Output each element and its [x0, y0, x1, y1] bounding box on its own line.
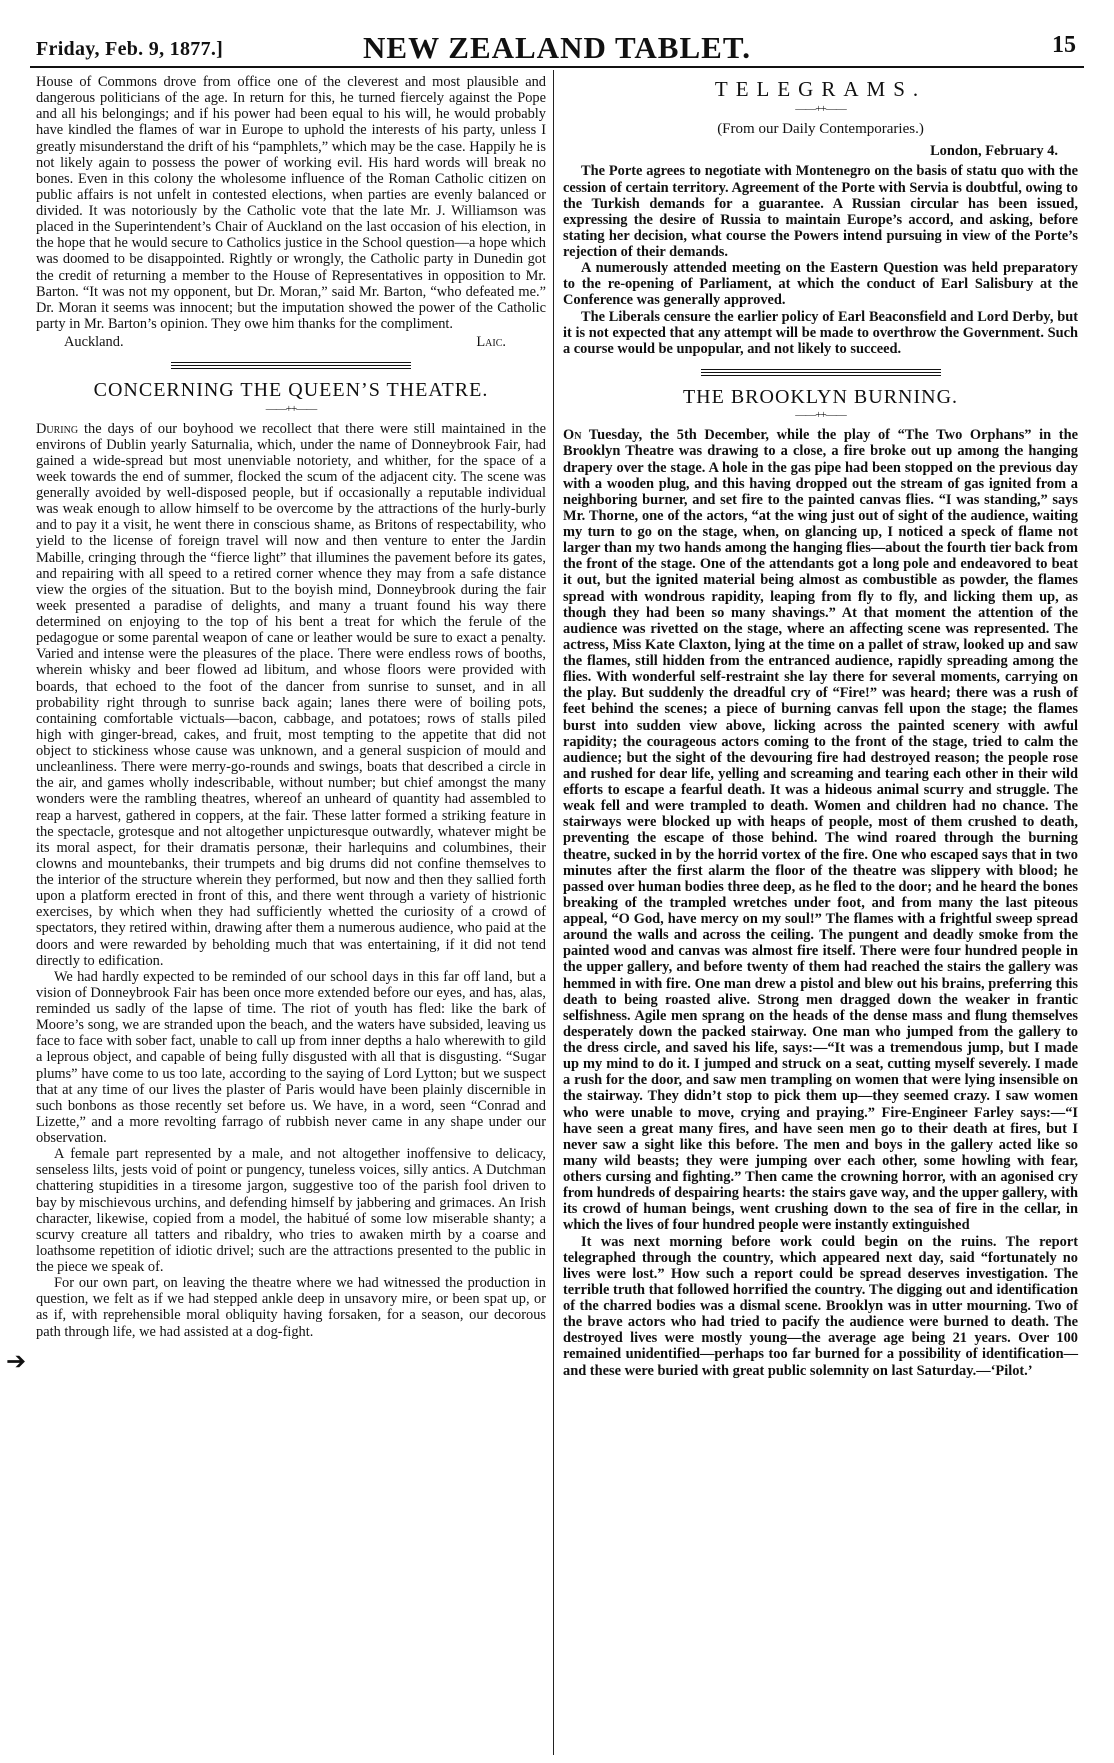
margin-arrow-mark: ➔: [6, 1349, 27, 1375]
drop-word: During: [36, 420, 79, 437]
newspaper-title: NEW ZEALAND TABLET.: [363, 30, 751, 65]
brooklyn-heading: THE BROOKLYN BURNING.: [682, 385, 959, 408]
paragraph-text: Tuesday, the 5th December, while the play of “The Two Orphans” in the Brooklyn Theatre was drawing to a close, a fire broke out up among the hanging drapery over the stage. A hole in the gas pipe had been stopped on the previous day with a wooden plug, and this having dropped out the stream of gas ignited from a neighboring burner, and set fire to the painted canvas flies. “I was standing,” says Mr. Thorne, one of the actors, “at the wing just out of sight of the audience, waiting my turn to go on the stage, when, on glancing up, I noticed a speck of flame not larger than my two hands among the hanging flies—about the fourth tier back from the front of the stage. One of the attendants got a long pole and endeavored to beat it out, but the ignited material being almost as combustible as powder, the flames spread with wondrous rapidity, leaping from fly to fly, and licking them up, as though they had been so many shavings.” At that moment the attention of the audience was rivetted on the stage, where an affecting scene was represented. The actress, Miss Kate Claxton, lying at the time on a pallet of straw, looked up and saw the flames, still hidden from the entranced audience, rapidly spreading among the flies. With wonderful self-restraint she lay there for several moments, carrying on the play. But suddenly the dreadful cry of “Fire!” was heard; there was a rush of feet behind the scenes; a piece of burning canvas fell upon the stage; the flames burst into sudden view above, licking across the painted scenery with awful rapidity; the courageous actors coming to the front of the stage, tried to calm the audience; but the sight of the devouring fire had destroyed reason; the people rose and rushed for dear life, yelling and screaming and tearing each other in their wild efforts to escape a fearful death. It was a hideous animal scurry and struggle. The weak fell and were trampled to death. Women and children had no chance. The stairways were blocked up with heaps of people, most of them crushed to death, preventing the escape of those behind. The wind roared through the burning theatre, sucked in by the horrid vortex of the fire. One who escaped says that in two minutes after the first alarm the floor of the theatre was slippery with blood; he passed over human bodies three deep, as he fled to the door; and he heard the bones breaking of the trampled wretches under foot, and from many the last piteous appeal, “O God, have mercy on my soul!” The flames with a frightful sweep spread around the walls and across the ceiling. The pungent and deadly smoke from the painted wood and canvas was almost fire itself. There were four hundred people in the upper gallery, and before twenty of them had reached the stairs the gallery was hemmed in with fire. One man drew a pistol and blew out his brains, preferring this death to being roasted alive. Strong men dragged down the weaker in frantic selfishness. Agile men sprang on the heads of the dense mass and flung themselves desperately down the packed stairway. One man who jumped from the gallery to the dress circle, and saved his life, says:—“It was a tremendous jump, but I made up my mind to do it. I jumped and struck on a seat, cutting myself severely. I made a rush for the door, and saw men trampling on women that were lying insensible on the stairway. They didn’t stop to pick them up—they seemed crazy. I saw women who were unable to move, crying and praying.” Fire-Engineer Farley says:—“I have seen a great many fires, and have seen men go to their death at fires, but I never saw a sight like this before. The men and boys in the gallery acted like so many wild beasts; they were jumping over each other, some howling with fear, others cursing and fighting.” Then came the crowning horror, with an agonised cry from hundreds of despairing hearts: the stairs gave way, and the upper gallery, with its crowd of human beings, went crushing down to the sea of fire in the cellar, in which the lives of four hundred people were instantly extinguished: [563, 427, 1078, 1234]
laic-letter-continuation: House of Commons drove from office one of the cleverest and most plausible and dangerous politicians of the age. In return for this, he turned fiercely against the Pope and all his belongings; and if his power had been equal to his will, he would probably have kindled the flames of war in Europe to uphold the interests of his party, unless I greatly misunderstand the drift of his “pamphlets,” which may be the case. Happily he is not likely again to possess the power of working evil. His hard words will break no bones. Even in this colony the wholesome influence of the Roman Catholic citizen on public affairs is not unfelt in contested elections, when parties are evenly balanced or divided. It was notoriously by the Catholic vote that the late Mr. J. Williamson was placed in the Superintendent’s Chair of Auckland on the last occasion of his election, in the hope that he would secure to Catholics justice in the School question—a hope which was doomed to be disappointed. Rightly or wrongly, the Catholic party in Dunedin got the credit of returning a member to the House of Representatives in opposition to Mr. Barton. “It was not my opponent, but Dr. Moran,” said Mr. Barton, “who defeated me.” Dr. Moran it seems was innocent; but the imputation showed the power of the Catholic party in Mr. Barton’s opinion. They owe him thanks for the compliment.: [36, 74, 546, 332]
section-divider: [171, 362, 411, 369]
masthead: [30, 28, 1084, 65]
left-column: [36, 74, 546, 1340]
paragraph-text: the days of our boyhood we recollect that there were still maintained in the environs of Dublin yearly Saturnalia, which, under the name of Donneybrook Fair, had gained a wide-spread but most unenviable notoriety, and whither, for the space of a week towards the end of summer, flocked the scum of the adjacent city. The scene was generally avoided by well-disposed people, but if occasionally a reputable individual was weak enough to allow himself to be overcome by the attractions of the hurly-burly and to pay it a visit, he went there in conscious shame, as Britons of respectability, who yield to the license of foreign travel will now and then venture to enter the Jardin Mabille, cringing through the “fierce light” that illumines the pavement before its gates, and repairing with all speed to a retired corner whence they may from a safe distance view the orgies of the situation. But to the boyish mind, Donneybrook during the fair week presented a paradise of delights, and many a truant found his way there determined on enjoying to the top of his bent a treat for which the ferule of the pedagogue or some parental weapon of cane or leather would be sure to exact a penalty. Varied and intense were the pleasures of the place. There were endless rows of booths, wherein whisky and beer flowed ad libitum, and whose floors were provided with boards, that echoed to the foot of the dancer from sunrise to sunset, and in all probability right through to sunrise back again; lanes there were of boiling pots, containing comfortable victuals—bacon, cabbage, and potatoes; rows of stalls piled high with ginger-bread, cakes, and fruit, most tempting to the appetite that did not object to stickiness whose cause was unknown, and a general suspicion of mould and uncleanliness. There were merry-go-rounds and swings, boats that described a circle in the air, and games wholly indescribable, without number; but chief amongst the many wonders were the rambling theatres, whereof an unheard of quantity had assembled to reap a harvest, gathered in coppers, at the fair. These latter formed a striking feature in the spectacle, grotesque and not altogether unpicturesque outwardly, whatever might be its moral aspect, for their dramatis personæ, their harlequins and columbines, their clowns and mountebanks, their trumpets and big drums did not confine themselves to the interior of the structure wherein they performed, but now and then they sallied forth upon a platform erected in front of this, and there went through a variety of histrionic exercises, by which when they had sufficiently whetted the curiosity of a crowd of spectators, they retired within, drawing after them a numerous audience, who paid at the doors and were rewarded by beholding much that was entertaining, if it did not tend directly to edification.: [36, 420, 546, 969]
signoff-place: Auckland.: [64, 334, 124, 350]
article-paragraph: It was next morning before work could begin on the ruins. The report telegraphed through the country, which appeared next day, said “fortunately no lives were lost.” How such a report could be spread deserves investigation. The terrible truth that followed horrified the country. The digging out and identification of the charred bodies was a dismal scene. Brooklyn was in utter mourning. Two of the brave actors who had tried to pacify the audience were burned to death. The destroyed lives were mostly young—the average age being 21 years. Over 100 remained unidentified—perhaps too far burned for a possibility of identification—and these were buried with great public solemnity on last Saturday.—‘Pilot.’: [563, 1233, 1078, 1379]
telegram-paragraph: The Porte agrees to negotiate with Montenegro on the basis of statu quo with the cession of certain territory. Agreement of the Porte with Servia is doubtful, owing to the Turkish demands for a guarantee. A Russian circular has been issued, expressing the desire of Russia to maintain Europe’s accord, and asking, before stating her decision, what course the Powers intend pursuing in view of the Porte’s rejection of their demands.: [563, 163, 1078, 261]
column-divider: [553, 70, 554, 1755]
right-column: [563, 74, 1078, 1379]
article-paragraph: A female part represented by a male, and not altogether inoffensive to delicacy, senseless lilts, jests void of point or pungency, tuneless voices, silly antics. A Dutchman chattering stupidities in a tiresome jargon, suggestive too of the parish fool driven to bay by mischievous urchins, and defending himself by jabbering and grimaces. An Irish character, likewise, copied from a model, the habitué of some low miserable shanty; a scurvy creature all tatters and ribaldry, who tries to awaken mirth by a coarse and loathsome repetition of idiotic drivel; such are the attractions presented to the public in the piece we speak of.: [36, 1146, 546, 1276]
telegrams-heading: TELEGRAMS.: [714, 77, 927, 101]
masthead-rule: [30, 66, 1084, 68]
queens-theatre-heading: CONCERNING THE QUEEN’S THEATRE.: [93, 379, 489, 402]
section-divider: [701, 369, 941, 376]
telegram-paragraph: A numerously attended meeting on the Eastern Question was held preparatory to the re-opening of Parliament, at which the conduct of Earl Salisbury at the Conference was generally approved.: [563, 260, 1078, 309]
issue-date: Friday, Feb. 9, 1877.]: [36, 38, 224, 60]
telegram-dateline: London, February 4.: [930, 143, 1058, 160]
heading-ornament: ——++——: [795, 409, 846, 422]
article-paragraph: [36, 421, 546, 969]
telegram-paragraph: The Liberals censure the earlier policy of Earl Beaconsfield and Lord Derby, but it is not expected that any attempt will be made to overthrow the Government. Such a course would be unpopular, and not likely to succeed.: [563, 308, 1078, 357]
article-paragraph: We had hardly expected to be reminded of our school days in this far off land, but a vision of Donneybrook Fair has been once more extended before our eyes, and has, alas, reminded us sadly of the lapse of time. The riot of youth has fled: like the bark of Moore’s song, we are stranded upon the beach, and the waters have subsided, leaving us face to face with sober fact, unable to call up from inner depths a halo wherewith to gild a leprous object, and capable of being fully disgusted with all that is disgusting. “Sugar plums” have come to us too late, according to the saying of Lord Lytton; but we suspect that at any time of our lives the plaster of Paris would have been plainly discernible in such bonbons as those recently set before us. We have, in a word, seen “Conrad and Lizette,” and a more revolting farrago of rubbish never came in any shape under our observation.: [36, 968, 546, 1147]
letter-signoff: [36, 334, 546, 350]
heading-ornament: ——++——: [795, 102, 846, 115]
drop-word: On: [563, 427, 582, 444]
telegrams-source: (From our Daily Contemporaries.): [717, 120, 924, 137]
article-paragraph: For our own part, on leaving the theatre where we had witnessed the production in question, we felt as if we had stepped ankle deep in unsavory mire, or been spat up, or as if, with reprehensible moral obliquity having forsaken, for a season, our decorous path through life, we had assisted at a dog-fight.: [36, 1275, 546, 1340]
article-paragraph: [563, 427, 1078, 1233]
signoff-name: Laic.: [476, 334, 506, 350]
heading-ornament: ——++——: [265, 402, 317, 415]
page-number: 15: [1052, 32, 1076, 58]
